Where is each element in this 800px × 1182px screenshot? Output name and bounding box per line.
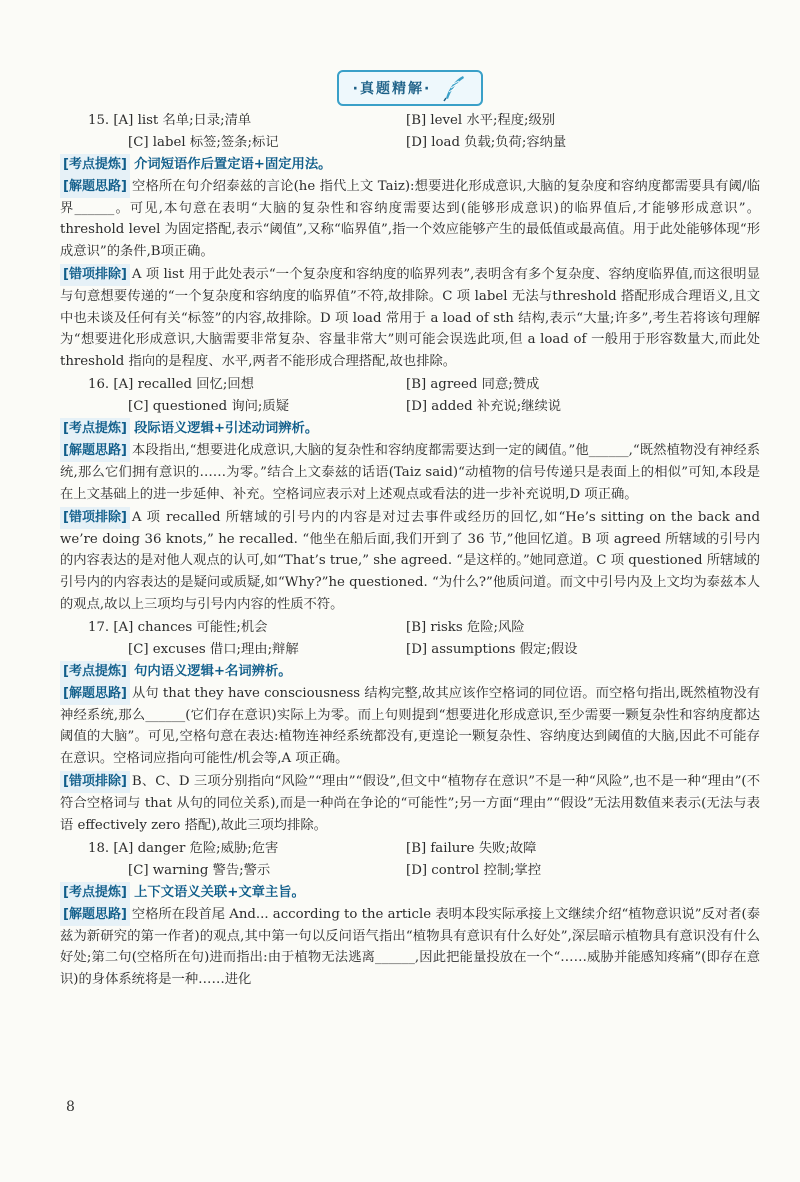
focus-text: 段际语义逻辑+引述动词辨析。 (134, 421, 319, 437)
focus-text: 上下文语义关联+文章主旨。 (134, 885, 305, 901)
focus-tag: [考点提炼] (60, 154, 130, 176)
q18-options-row2 (60, 860, 760, 882)
q15-options-row2 (60, 132, 760, 154)
approach-text: 空格所在段首尾 And... according to the article 表明本段实际承接上文继续介绍“植物意识说”反对者(泰兹为新研究的第一作者)的观点,其中第一句以反问语气指出“植物具有意识有什么好处”,深层暗示植物具有意识没有什么好处;第二句(空格所在句)进而指出:由于植物无法逃离______,因此把能量投放在一个“……威胁并能感知疼痛”(即存在意识)的身体系统将是一种……进化 (60, 907, 760, 988)
q16-focus (60, 418, 760, 440)
q18-options-row1 (60, 838, 760, 860)
q15-elimination (60, 264, 760, 372)
section-title-badge (337, 70, 484, 106)
q15-option-c: [C] label 标签;签条;标记 (128, 135, 279, 150)
page-content (60, 70, 760, 993)
elimination-tag: [错项排除] (60, 771, 130, 793)
page-number: 8 (66, 1099, 75, 1115)
q17-option-b: [B] risks 危险;风险 (406, 620, 525, 636)
focus-tag: [考点提炼] (60, 661, 130, 683)
elimination-text: A 项 list 用于此处表示“一个复杂度和容纳度的临界列表”,表明含有多个复杂度、容纳度临界值,而这很明显与句意想要传递的“一个复杂度和容纳度的临界值”不符,故排除。C 项 label 无法与threshold 搭配形成合理语义,且文中也未谈及任何有关“标签”的内容,故排除。D 项 load 常用于 a load of sth 结构,表示“大量;许多”,考生若将该句理解为“想要进化形成意识,大脑需要非常复杂、容量非常大”则可能会误选此项,但 a load of 一般用于形容数量大,而此处 threshold 指向的是程度、水平,两者不能形成合理搭配,故也排除。 (60, 267, 760, 369)
q16-option-c: [C] questioned 询问;质疑 (128, 399, 289, 415)
section-header (60, 70, 760, 106)
q16-option-d: [D] added 补充说;继续说 (406, 399, 562, 415)
q17-option-c: [C] excuses 借口;理由;辩解 (128, 642, 299, 658)
q16-options-row2 (60, 396, 760, 418)
q17-focus (60, 661, 760, 683)
q17-options-row1 (60, 617, 760, 639)
q17-approach (60, 683, 760, 769)
elimination-text: A 项 recalled 所辖域的引号内的内容是对过去事件或经历的回忆,如“He’s sitting on the back and we’re doing 36 knots,” he recalled. “他坐在船后面,我们开到了 36 节,”他回忆道。B 项 agreed 所辖域的引号内的内容表达的是对他人观点的认可,如“That’s true,” she agreed. “是这样的。”她同意道。C 项 questioned 所辖域的引号内的内容表达的是疑问或质疑,如“Why?”he questioned. “为什么?”他质问道。而文中引号内及上文均为泰兹本人的观点,故以上三项均与引号内内容的性质不符。 (60, 510, 760, 612)
q16-option-a: 16. [A] recalled 回忆;回想 (88, 377, 254, 393)
approach-text: 空格所在句介绍泰兹的言论(he 指代上文 Taiz):想要进化形成意识,大脑的复杂度和容纳度都需要具有阈/临界______。可见,本句意在表明“大脑的复杂性和容纳度需要达到(能够形成意识)的临界值后,才能够形成意识”。threshold level 为固定搭配,表示“阈值”,又称“临界值”,指一个效应能够产生的最低值或最高值。用于此处能够体现“形成意识”的条件,B项正确。 (60, 179, 760, 259)
focus-tag: [考点提炼] (60, 882, 130, 904)
elimination-tag: [错项排除] (60, 264, 130, 286)
q17-option-d: [D] assumptions 假定;假设 (406, 642, 578, 658)
q16-approach (60, 440, 760, 505)
section-title: ·真题精解· (352, 81, 432, 97)
q17-option-a: 17. [A] chances 可能性;机会 (88, 620, 268, 636)
elimination-tag: [错项排除] (60, 507, 130, 529)
q16-elimination (60, 507, 760, 615)
q16-options-row1 (60, 374, 760, 396)
q15-approach (60, 176, 760, 262)
elimination-text: B、C、D 三项分别指向“风险”“理由”“假设”,但文中“植物存在意识”不是一种“风险”,也不是一种“理由”(不符合空格词与 that 从句的同位关系),而是一种尚在争论的“可能性”;另一方面“理由”“假设”无法用数值来表示(无法与表语 effectively zero 搭配),故此三项均排除。 (60, 774, 760, 833)
q18-option-d: [D] control 控制;掌控 (406, 863, 542, 879)
q17-elimination (60, 771, 760, 836)
q15-option-b: [B] level 水平;程度;级别 (406, 113, 556, 128)
focus-text: 介词短语作后置定语+固定用法。 (134, 157, 332, 172)
approach-tag: [解题思路] (60, 440, 130, 462)
q18-option-a: 18. [A] danger 危险;威胁;危害 (88, 841, 279, 857)
q18-option-b: [B] failure 失败;故障 (406, 841, 537, 857)
approach-tag: [解题思路] (60, 683, 130, 705)
focus-text: 句内语义逻辑+名词辨析。 (134, 664, 292, 680)
approach-text: 本段指出,“想要进化成意识,大脑的复杂性和容纳度都需要达到一定的阈值。”他______,“既然植物没有神经系统,那么它们拥有意识的……为零。”结合上文泰兹的话语(Taiz said)“动植物的信号传递只是表面上的相似”可知,本段是在上文基础上的进一步延伸、补充。空格词应表示对上述观点或看法的进一步补充说明,D 项正确。 (60, 443, 760, 502)
q16-option-b: [B] agreed 同意;赞成 (406, 377, 540, 393)
q18-option-c: [C] warning 警告;警示 (128, 863, 271, 879)
q17-options-row2 (60, 639, 760, 661)
approach-tag: [解题思路] (60, 176, 130, 198)
approach-text: 从句 that they have consciousness 结构完整,故其应该作空格词的同位语。而空格句指出,既然植物没有神经系统,那么______(它们存在意识)实际上为零。而上句则提到“想要进化形成意识,至少需要一颗复杂性和容纳度都达阈值的大脑”。可见,空格句意在表达:植物连神经系统都没有,更遑论一颗复杂性、容纳度达到阈值的大脑,因此不可能存在意识。空格词应指向可能性/机会等,A 项正确。 (60, 686, 760, 766)
quill-pen-icon (441, 74, 467, 102)
focus-tag: [考点提炼] (60, 418, 130, 440)
q15-option-a: 15. [A] list 名单;日录;清单 (88, 113, 252, 128)
approach-tag: [解题思路] (60, 904, 130, 926)
q15-options-row1 (60, 110, 760, 132)
q18-approach (60, 904, 760, 990)
q15-focus (60, 154, 760, 176)
q18-focus (60, 882, 760, 904)
q15-option-d: [D] load 负载;负荷;容纳量 (406, 135, 567, 150)
